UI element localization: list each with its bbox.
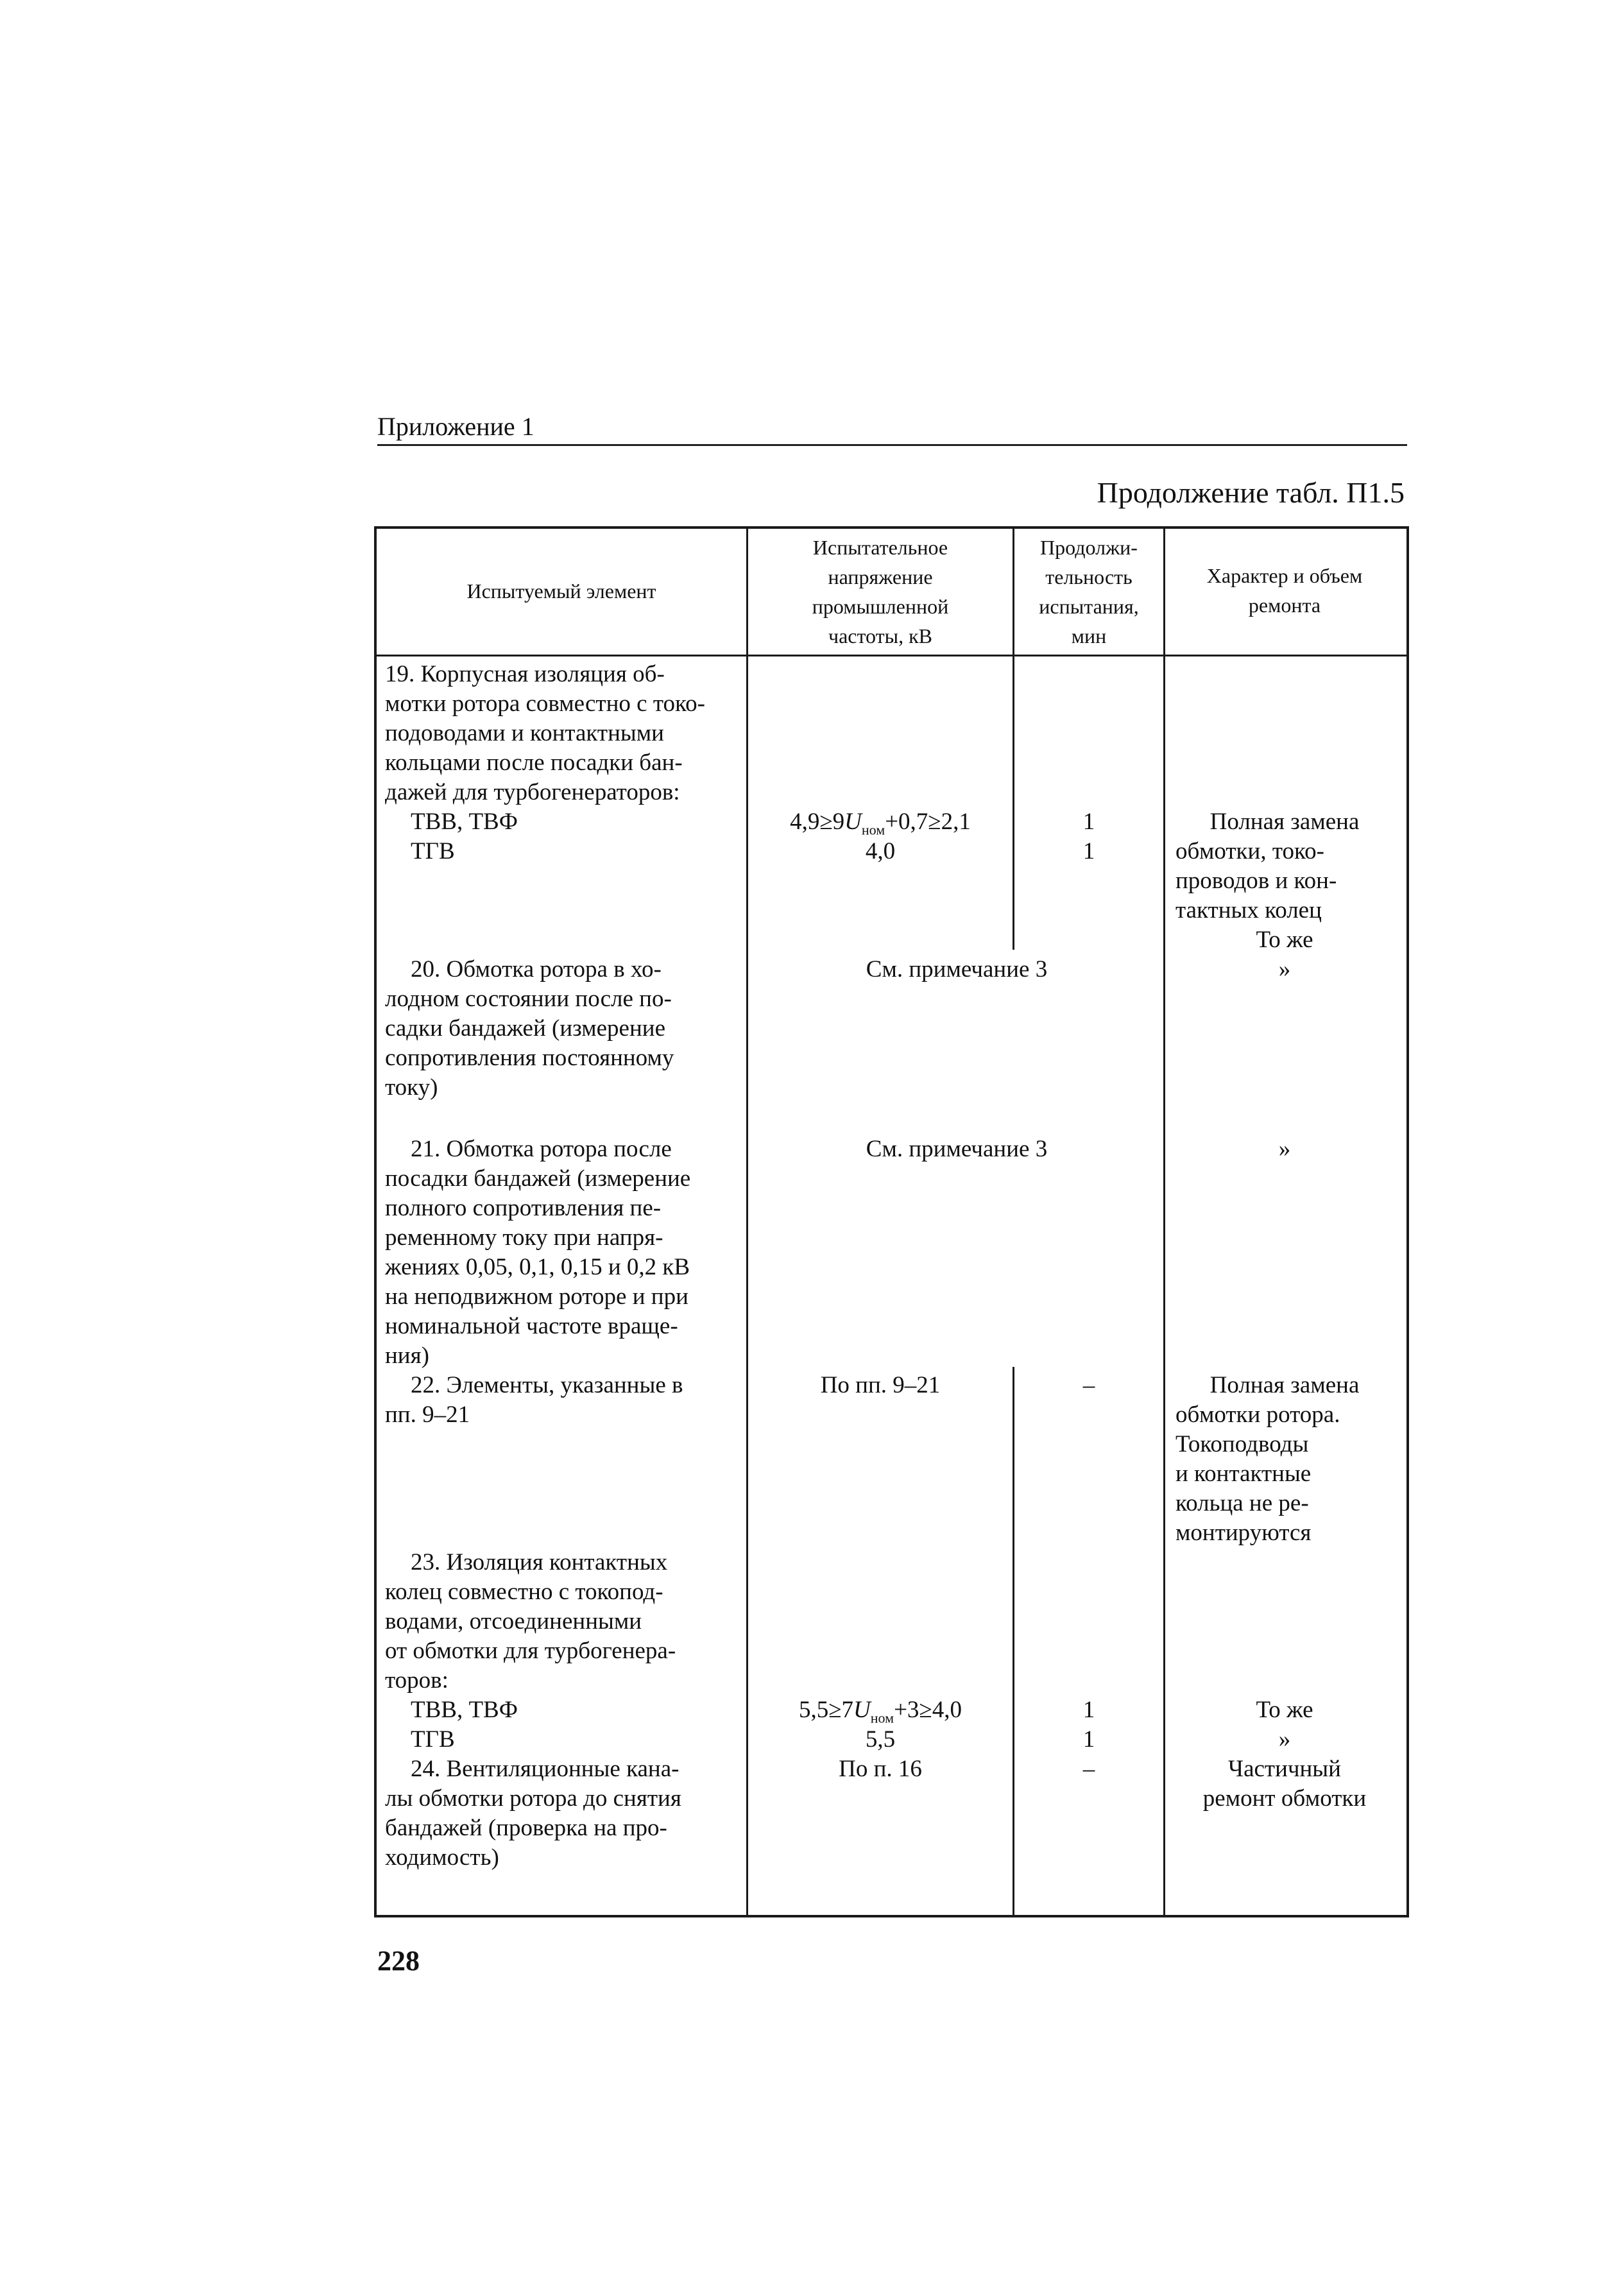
row-19-sub2-duration: 1 bbox=[1082, 838, 1095, 864]
row-19-sub1-label: ТВВ, ТВФ bbox=[411, 809, 518, 835]
row-22-repair-line: обмотки ротора. bbox=[1175, 1402, 1340, 1428]
header-col-duration bbox=[1014, 533, 1163, 651]
row-19-element-line: кольцами после посадки бан- bbox=[385, 750, 683, 776]
header-col-repair bbox=[1165, 561, 1404, 620]
row-19-repair bbox=[1165, 807, 1404, 955]
row-19-repair-line: тактных колец bbox=[1175, 897, 1322, 923]
row-23-sub1-label: ТВВ, ТВФ bbox=[411, 1697, 518, 1723]
row-21-note: См. примечание 3 bbox=[866, 1136, 1048, 1162]
row-19-element-line: 19. Корпусная изоляция об- bbox=[385, 661, 665, 687]
table-header-divider bbox=[374, 655, 1408, 656]
row-21-element-line: на неподвижном роторе и при bbox=[385, 1283, 688, 1310]
row-21-element-line: жениях 0,05, 0,1, 0,15 и 0,2 кВ bbox=[385, 1254, 690, 1280]
row-19-repair-line: проводов и кон- bbox=[1175, 868, 1337, 894]
row-23-sub1-voltage bbox=[748, 1695, 1013, 1725]
row-23-sub2-voltage: 5,5 bbox=[865, 1726, 896, 1753]
row-24-repair-line: ремонт обмотки bbox=[1202, 1785, 1367, 1812]
row-19-sub2-voltage: 4,0 bbox=[865, 838, 896, 864]
voltage-suffix: +3≥4,0 bbox=[894, 1697, 962, 1723]
row-22-repair-line: монтируются bbox=[1175, 1520, 1312, 1546]
row-22-repair bbox=[1165, 1371, 1404, 1548]
row-19-element-line: мотки ротора совместно с токо- bbox=[385, 690, 705, 717]
row-19-sub2-label: ТГВ bbox=[411, 838, 455, 864]
row-24-repair-line: Частичный bbox=[1228, 1756, 1341, 1782]
row-20-note: См. примечание 3 bbox=[866, 956, 1048, 982]
header-col-voltage-line-2: напряжение bbox=[828, 565, 933, 588]
column-divider-2-bottom bbox=[1013, 1367, 1014, 1916]
header-col-element bbox=[377, 576, 746, 606]
header-col-element-line: Испытуемый элемент bbox=[466, 579, 656, 603]
row-21-element-line: посадки бандажей (измерение bbox=[385, 1165, 691, 1192]
header-col-duration-line-1: Продолжи- bbox=[1040, 536, 1138, 559]
row-22-repair-line: Токоподводы bbox=[1175, 1431, 1309, 1457]
row-21-element bbox=[385, 1135, 690, 1371]
row-22-duration: – bbox=[1082, 1372, 1095, 1398]
voltage-subscript: ном bbox=[870, 1710, 894, 1726]
row-19-element-line: подоводами и контактными bbox=[385, 720, 664, 746]
header-rule bbox=[377, 444, 1407, 446]
row-20-element-line: садки бандажей (измерение bbox=[385, 1015, 665, 1042]
row-19-repair-line: обмотки, токо- bbox=[1175, 838, 1324, 864]
row-24-element-line: ходимость) bbox=[385, 1844, 499, 1871]
header-col-voltage bbox=[748, 533, 1013, 651]
header-col-duration-line-2: тельность bbox=[1045, 565, 1133, 588]
row-23-sub1-duration: 1 bbox=[1082, 1697, 1095, 1723]
row-20-element bbox=[385, 955, 674, 1102]
row-23-element-line: водами, отсоединенными bbox=[385, 1608, 642, 1634]
voltage-prefix: 4,9≥9 bbox=[790, 809, 845, 835]
voltage-subscript: ном bbox=[861, 821, 885, 838]
row-19-sub1-duration: 1 bbox=[1082, 809, 1095, 835]
row-23-element-line: колец совместно с токопод- bbox=[385, 1579, 663, 1605]
row-21-element-line: 21. Обмотка ротора после bbox=[411, 1136, 672, 1162]
row-22-element bbox=[385, 1371, 683, 1430]
row-21-element-line: номинальной частоте враще- bbox=[385, 1313, 678, 1339]
voltage-symbol: U bbox=[853, 1697, 871, 1723]
row-20-element-line: 20. Обмотка ротора в хо- bbox=[411, 956, 662, 982]
row-21-element-line: ния) bbox=[385, 1342, 429, 1369]
row-21-element-line: полного сопротивления пе- bbox=[385, 1195, 662, 1221]
row-22-repair-line: кольца не ре- bbox=[1175, 1490, 1309, 1516]
row-24-duration: – bbox=[1082, 1756, 1095, 1782]
row-23-element-line: 23. Изоляция контактных bbox=[411, 1549, 668, 1575]
row-24-element-line: 24. Вентиляционные кана- bbox=[411, 1756, 680, 1782]
voltage-suffix: +0,7≥2,1 bbox=[885, 809, 971, 835]
row-21-element-line: ременному току при напря- bbox=[385, 1224, 663, 1251]
row-23-sub1-repair: То же bbox=[1256, 1697, 1313, 1723]
row-20-repair: » bbox=[1278, 956, 1291, 982]
row-22-repair-line: Полная замена bbox=[1209, 1372, 1360, 1398]
row-24-repair bbox=[1165, 1754, 1404, 1814]
row-24-element-line: бандажей (проверка на про- bbox=[385, 1815, 667, 1841]
row-24-element-line: лы обмотки ротора до снятия bbox=[385, 1785, 681, 1812]
row-23-element-line: торов: bbox=[385, 1667, 449, 1694]
row-23-sub2-repair: » bbox=[1278, 1726, 1291, 1753]
row-23-element-line: от обмотки для турбогенера- bbox=[385, 1638, 676, 1664]
row-22-voltage: По пп. 9–21 bbox=[820, 1372, 941, 1398]
row-22-element-line: пп. 9–21 bbox=[385, 1402, 470, 1428]
header-col-repair-line-2: ремонта bbox=[1248, 594, 1321, 617]
running-header: Приложение 1 bbox=[377, 412, 534, 441]
page-number: 228 bbox=[377, 1945, 420, 1977]
header-col-repair-line-1: Характер и объем bbox=[1206, 564, 1363, 587]
row-24-element bbox=[385, 1754, 681, 1873]
row-20-element-line: сопротивления постоянному bbox=[385, 1045, 674, 1071]
row-19-sub1-voltage bbox=[748, 807, 1013, 837]
row-19-repair-same: То же bbox=[1256, 927, 1313, 953]
voltage-symbol: U bbox=[844, 809, 862, 835]
row-20-element-line: току) bbox=[385, 1074, 438, 1101]
header-col-duration-line-4: мин bbox=[1071, 624, 1107, 648]
header-col-voltage-line-4: частоты, кВ bbox=[828, 624, 932, 648]
row-19-repair-line: Полная замена bbox=[1209, 809, 1360, 835]
header-col-duration-line-3: испытания, bbox=[1039, 595, 1139, 618]
header-col-voltage-line-3: промышленной bbox=[812, 595, 949, 618]
table-continuation-caption: Продолжение табл. П1.5 bbox=[1097, 476, 1405, 509]
row-23-element bbox=[385, 1548, 676, 1695]
row-23-sub2-label: ТГВ bbox=[411, 1726, 455, 1753]
row-20-element-line: лодном состоянии после по- bbox=[385, 986, 672, 1012]
voltage-prefix: 5,5≥7 bbox=[798, 1697, 854, 1723]
row-22-element-line: 22. Элементы, указанные в bbox=[411, 1372, 683, 1398]
row-19-element bbox=[385, 660, 705, 807]
row-19-element-line: дажей для турбогенераторов: bbox=[385, 779, 680, 805]
row-23-sub2-duration: 1 bbox=[1082, 1726, 1095, 1753]
row-22-repair-line: и контактные bbox=[1175, 1461, 1312, 1487]
row-24-voltage: По п. 16 bbox=[839, 1756, 922, 1782]
header-col-voltage-line-1: Испытательное bbox=[812, 536, 948, 559]
row-21-repair: » bbox=[1278, 1136, 1291, 1162]
